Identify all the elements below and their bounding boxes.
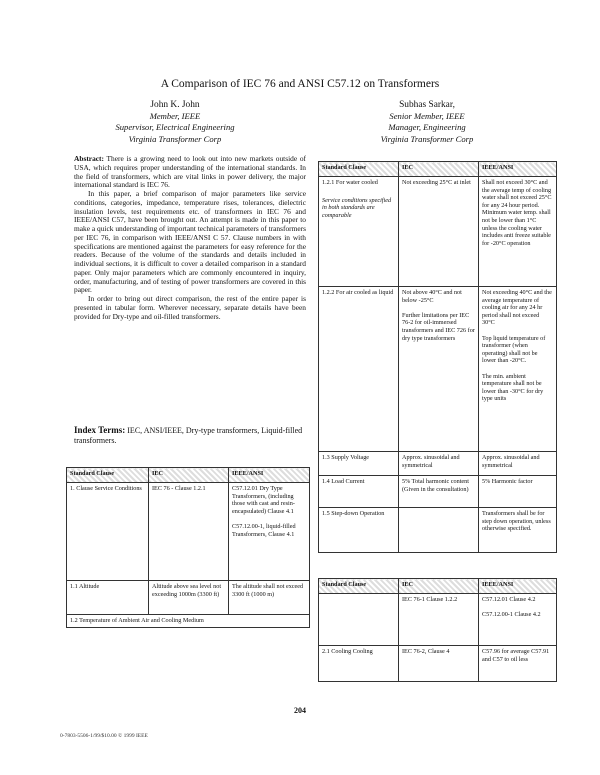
- param-cell: 1.3 Supply Voltage: [319, 452, 399, 476]
- table-row: [319, 476, 557, 508]
- ansi-cell: Not exceeding 40°C and the average temperature of cooling air for any 24 hr period shall not exceed 30°C Top liquid temperature of transformer (when operating) shall not be lower than -20°C. The min. ambient temperature shall not be lower than -30°C for dry type units: [479, 287, 557, 452]
- table-header-row: [319, 579, 557, 594]
- comparison-table-left: [66, 467, 310, 628]
- paper-title: A Comparison of IEC 76 and ANSI C57.12 on Transformers: [160, 78, 440, 90]
- table-header: Standard Clause: [67, 468, 149, 483]
- iec-cell: Not above 40°C and not below -25°C Further limitations per IEC 76-2 for oil-immersed transformers and IEC 726 for dry type transformers: [399, 287, 479, 452]
- author-role: Member, IEEE: [149, 111, 201, 122]
- table-header-row: [67, 468, 310, 483]
- param-cell: 2.1 Cooling Cooling: [319, 646, 399, 682]
- param-cell: 1.2.2 For air cooled as liquid: [319, 287, 399, 452]
- iec-cell: IEC 76-1 Clause 1.2.2: [399, 594, 479, 646]
- table-header: IEC: [399, 579, 479, 594]
- index-label: Index Terms:: [74, 425, 126, 435]
- ansi-cell: The altitude shall not exceed 3300 ft (1000 m): [229, 581, 310, 615]
- param-label: 1.2.1 For water cooled: [322, 179, 378, 186]
- author-position: Supervisor, Electrical Engineering: [115, 122, 235, 133]
- service-note: Service conditions specified in both standards are comparable: [322, 196, 392, 219]
- table-row: [319, 287, 557, 452]
- table-row: [67, 483, 310, 581]
- table-header: IEC: [149, 468, 229, 483]
- iec-cell: IEC 76 - Clause 1.2.1: [149, 483, 229, 581]
- abstract-paragraph: In order to bring out direct comparison, the rest of the entire paper is presented in tabular form. Wherever necessary, separate details have been provided for Dry-type and oil-filled transformers.: [74, 294, 306, 321]
- author-company: Virginia Transformer Corp: [128, 133, 222, 144]
- comparison-table-right: [318, 161, 557, 553]
- param-cell: [319, 594, 399, 646]
- author-block-left: [90, 99, 260, 145]
- param-cell: 1.5 Step-down Operation: [319, 508, 399, 553]
- table-row: [319, 452, 557, 476]
- iec-cell: 5% Total harmonic content (Given in the consultation): [399, 476, 479, 508]
- page-number: 204: [294, 706, 306, 715]
- section-row: 1.2 Temperature of Ambient Air and Cooling Medium: [67, 615, 310, 628]
- iec-cell: IEC 76-2, Clause 4: [399, 646, 479, 682]
- ansi-cell: Transformers shall be for step down operation, unless otherwise specified.: [479, 508, 557, 553]
- iec-cell: Altitude above sea level not exceeding 1000m (3300 ft): [149, 581, 229, 615]
- iec-cell: Approx. sinusoidal and symmetrical: [399, 452, 479, 476]
- table-row: [67, 581, 310, 615]
- table-header: IEC: [399, 162, 479, 177]
- table-header: IEEE/ANSI: [479, 162, 557, 177]
- index-terms-text: IEC, ANSI/IEEE, Dry-type transformers, Liquid-filled transformers.: [74, 426, 303, 445]
- ansi-cell: C57.12.01 Clause 4.2 C57.12.00-1 Clause 4.2: [479, 594, 557, 646]
- comparison-table-right-lower: [318, 578, 557, 682]
- abstract-paragraph: In this paper, a brief comparison of major parameters like service conditions, categories, impedance, temperature rises, tolerances, dielectric insulation levels, test requirements etc. of transformers in IEC 76 and IEEE/ANSI C57, have been brought out. An attempt is made in this paper to make a quick understanding of important technical parameters of transformers per IEC 76, in comparison with IEEE/ANSI C 57. Clause numbers in with specifications are mentioned against the parameters for easy reference for the readers. Because of the volume of the standards and details included in individual sections, it is difficult to cover a detailed comparison in a standard paper. Only major parameters which are commonly encountered in inquiry, order, manufacturing, and of testing of power transformers are covered in this paper.: [74, 189, 306, 295]
- table-row: [319, 594, 557, 646]
- ansi-cell: C57.96 for average C57.91 and C57 to oil less: [479, 646, 557, 682]
- table-header-row: [319, 162, 557, 177]
- author-name: Subhas Sarkar,: [399, 100, 455, 110]
- iec-cell: Not exceeding 25°C at inlet: [399, 177, 479, 287]
- table-header: IEEE/ANSI: [479, 579, 557, 594]
- ansi-cell: Approx. sinusoidal and symmetrical: [479, 452, 557, 476]
- author-position: Manager, Engineering: [388, 122, 466, 133]
- table-row: [319, 177, 557, 287]
- table-header: IEEE/ANSI: [229, 468, 310, 483]
- table-row: [67, 615, 310, 628]
- table-header: Standard Clause: [319, 579, 399, 594]
- author-company: Virginia Transformer Corp: [380, 133, 474, 144]
- index-terms: [74, 425, 306, 446]
- author-block-right: [342, 99, 512, 145]
- param-cell: 1.1 Altitude: [67, 581, 149, 615]
- param-cell: 1.4 Load Current: [319, 476, 399, 508]
- table-row: [319, 508, 557, 553]
- table-header: Standard Clause: [319, 162, 399, 177]
- abstract-label: Abstract:: [74, 154, 104, 163]
- abstract-paragraph: There is a growing need to look out into new markets outside of USA, which requires proper understanding of the international standards. In the field of transformers, which are vital links in power delivery, the major international standard is IEC 76.: [74, 154, 306, 190]
- author-name: John K. John: [150, 100, 200, 110]
- ansi-cell: 5% Harmonic factor: [479, 476, 557, 508]
- table-row: [319, 646, 557, 682]
- ansi-cell: C57.12.01 Dry Type Transformers, (including those with cast and resin-encapsulated) Clause 4.1 C57.12.00-1, liquid-filled Transformers, Clause 4.1: [229, 483, 310, 581]
- iec-cell: [399, 508, 479, 553]
- footer-copyright: 0-7803-5506-1/99/$10.00 © 1999 IEEE: [60, 733, 148, 739]
- param-cell: 1. Clause Service Conditions: [67, 483, 149, 581]
- ansi-cell: Shall not exceed 30°C and the average temp of cooling water shall not exceed 25°C for any 24 hour period. Minimum water temp. shall not be lower than 1°C unless the cooling water includes anti freeze suitable for -20°C operation: [479, 177, 557, 287]
- param-cell: [319, 177, 399, 287]
- abstract: [74, 155, 306, 321]
- author-role: Senior Member, IEEE: [389, 111, 465, 122]
